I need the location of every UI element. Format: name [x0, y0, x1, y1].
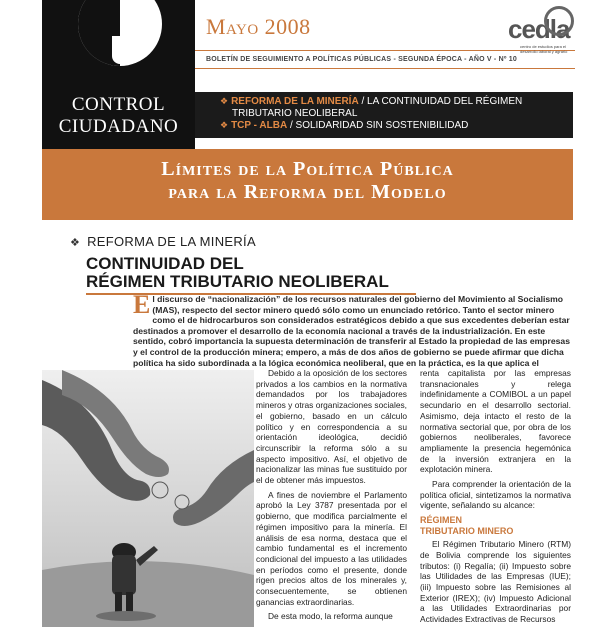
mid-paragraph-1: Debido a la oposición de los sectores privados a los cambios en la normativa demandados por los trabajadores mineros y otras organizaciones sociales, el gobierno, basado en un cálculo político y en correspondencia a su orientación ideológica, decidió circunscribir la reforma sólo a su aspecto impositivo. Así, el objetivo de nacionalizar las minas fue sustituido por el de obtener más impuestos.: [256, 368, 407, 486]
mid-paragraph-2: A fines de noviembre el Parlamento aprobó la Ley 3787 presentada por el gobierno, que modifica parcialmente el régimen impositivo para la minería. El análisis de esa norma, destaca que el cambio fundamental es el incremento condicional del impuesto a las utilidades en períodos como el presente, donde rigen precios altos de los minerales y, consecuentemente, se obtienen ganancias extraordinarias.: [256, 489, 407, 607]
headline-2[interactable]: [220, 120, 468, 131]
headline-1[interactable]: [220, 96, 522, 107]
banner-line2: para la Reforma del Modelo: [168, 181, 447, 203]
right-paragraph-2: Para comprender la orientación de la política oficial, sintetizamos la normativa vigente, señalando su alcance:: [420, 479, 571, 511]
cedla-circle-icon: [544, 6, 574, 36]
section-heading: [420, 515, 571, 537]
logo-line1: CONTROL: [71, 94, 166, 115]
article-lead: [133, 290, 573, 379]
illustration-svg: [42, 370, 254, 627]
header-rule-bottom: [195, 68, 575, 69]
article-title-line1: CONTINUIDAD DEL: [86, 254, 244, 273]
right-paragraph-1: renta capitalista por las empresas transnacionales y relega indefinidamente a COMIBOL a un papel secundario en el desarrollo sectorial. Asimismo, deja intacto el resto de la normativa sectorial que, por obra de los gobiernos neoliberales, favorece ampliamente la presencia hegemónica de la inversión extranjera en la explotación minera.: [420, 368, 571, 475]
article-column-middle: [256, 368, 407, 626]
banner-line1: Límites de la Política Pública: [161, 158, 454, 180]
headline-1-bold: REFORMA DE LA MINERÍA: [231, 96, 359, 107]
cedla-logo: cedla: [508, 14, 570, 44]
mining-illustration: [42, 370, 254, 627]
lead-text: l discurso de “nacionalización” de los recursos naturales del gobierno del Movimiento al Socialismo (MAS), respecto del sector minero quedó sólo como un enunciado retórico. Tanto el sector minero como el de hidrocarburos son considerados estratégicos debido a que sus excedentes deberían estar destinados a promover el desarrollo de la economía nacional a través de la industrialización. En este sentido, cobró importancia la supuesta determinación de transferir al Estado la propiedad de las empresas y el control de la producción minera; empero, a más de dos años de gobierno se puede afirmar que dicha política ha sido subordinada a la lógica económica neoliberal, que en la práctica, es la que aplica el: [133, 294, 570, 368]
headline-bullet-icon: ❖: [220, 96, 229, 106]
mid-paragraph-3: De esta modo, la reforma aunque: [268, 611, 393, 622]
section-heading-line1: RÉGIMEN: [420, 515, 463, 526]
headline-2-bold: TCP - ALBA: [231, 120, 288, 131]
header-rule-top: [195, 50, 575, 51]
issue-date: Mayo 2008: [206, 14, 311, 39]
cedla-subtitle: centro de estudios para el desarrollo laboral y agrario: [520, 44, 568, 54]
logo-line2: CIUDADANO: [58, 116, 179, 137]
bulletin-line: BOLETÍN DE SEGUIMIENTO A POLÍTICAS PÚBLICAS - SEGUNDA ÉPOCA - AÑO V - Nº 10: [206, 56, 517, 63]
headline-bullet-icon: ❖: [220, 120, 229, 130]
logo-disc-cut: [112, 36, 128, 64]
article-column-right: [420, 368, 571, 629]
drop-cap: E: [133, 290, 151, 319]
section-heading-line2: TRIBUTARIO MINERO: [420, 526, 514, 537]
article-title-line2: RÉGIMEN TRIBUTARIO NEOLIBERAL: [86, 272, 389, 291]
headline-1-cont: TRIBUTARIO NEOLIBERAL: [232, 108, 358, 119]
control-ciudadano-logo: [42, 0, 195, 152]
right-paragraph-3: El Régimen Tributario Minero (RTM) de Bolivia comprende los siguientes tributos: (i) Regalía; (ii) Impuesto sobre las Utilidades de las Empresas (IUE); (iii) Impuesto sobre las Remisiones al Exterior (IREX); (iv) Impuesto Adicional a las Utilidades Extraordinarias por Actividades Extractivas de Recursos: [420, 539, 571, 625]
kicker-bullet-icon: ❖: [70, 237, 81, 249]
article-kicker: [70, 234, 256, 249]
headline-2-rest: / SOLIDARIDAD SIN SOSTENIBILIDAD: [287, 120, 469, 131]
kicker-text: REFORMA DE LA MINERÍA: [87, 234, 256, 249]
headline-1-rest: / LA CONTINUIDAD DEL RÉGIMEN: [358, 96, 523, 107]
